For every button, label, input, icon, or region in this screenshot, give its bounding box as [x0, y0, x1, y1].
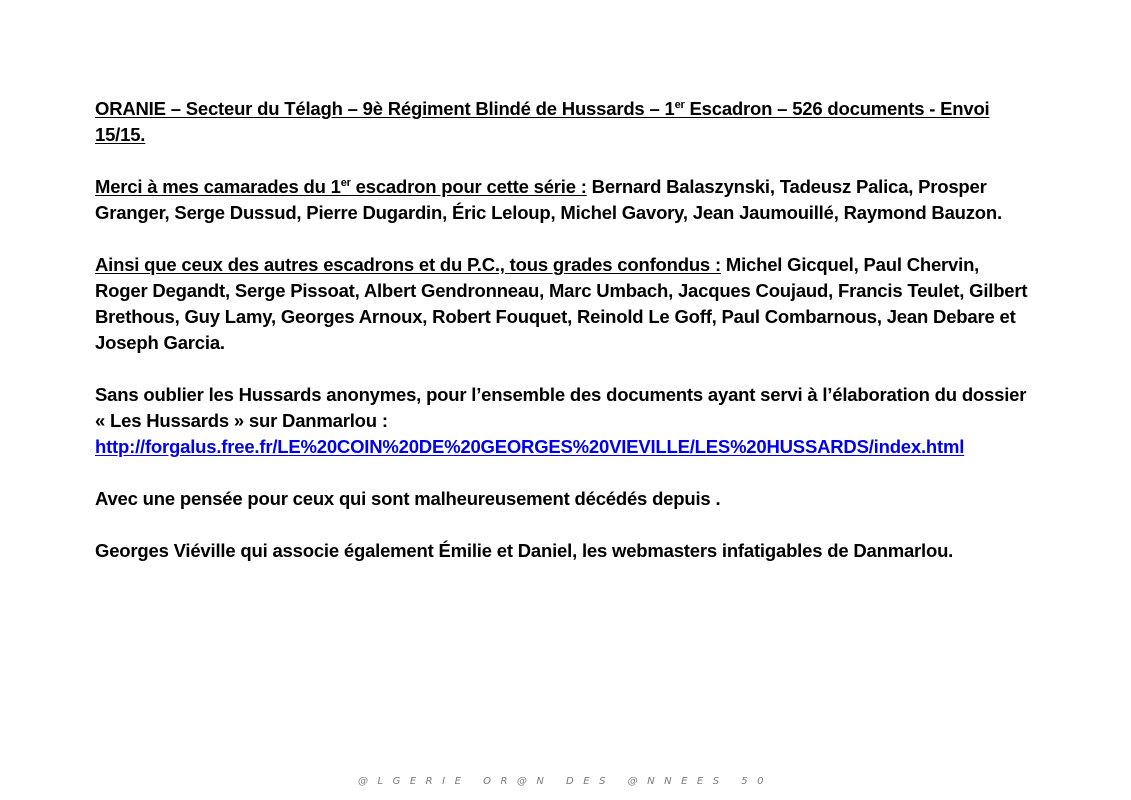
- title-text: [95, 98, 990, 145]
- thanks-escadron-label-part1: Merci à mes camarades du 1: [95, 176, 341, 197]
- page-footer: @LGERIE OR@N DES @NNEES 50: [358, 776, 773, 787]
- thanks-escadron-paragraph: [95, 174, 1035, 226]
- document-body: [95, 96, 1035, 590]
- hussards-dossier-link[interactable]: http://forgalus.free.fr/LE%20COIN%20DE%20GEORGES%20VIEVILLE/LES%20HUSSARDS/index.html: [95, 436, 965, 457]
- thanks-others-names: Michel Gicquel, Paul Chervin, Roger Degandt, Serge Pissoat, Albert Gendronneau, Marc Umbach, Jacques Coujaud, Francis Teulet, Gilbert Brethous, Guy Lamy, Georges Arnoux, Robert Fouquet, Reinold Le Goff, Paul Combarnous, Jean Debare et Joseph Garcia.: [95, 254, 1028, 353]
- thanks-escadron-label: [95, 176, 587, 197]
- document-title: [95, 96, 1035, 148]
- signature-paragraph: Georges Viéville qui associe également Émilie et Daniel, les webmasters infatigables de Danmarlou.: [95, 540, 954, 561]
- thanks-escadron-superscript: er: [340, 177, 351, 189]
- anonymous-text: Sans oublier les Hussards anonymes, pour l’ensemble des documents ayant servi à l’élaboration du dossier « Les Hussards » sur Danmarlou :: [95, 384, 1027, 431]
- title-superscript: er: [674, 99, 685, 111]
- thanks-escadron-label-part2: escadron pour cette série :: [350, 176, 587, 197]
- thanks-others-label: Ainsi que ceux des autres escadrons et du P.C., tous grades confondus :: [95, 254, 721, 275]
- memorial-paragraph: Avec une pensée pour ceux qui sont malheureusement décédés depuis .: [95, 488, 721, 509]
- title-part2: Escadron – 526 documents - Envoi 15/15.: [95, 98, 990, 145]
- thanks-escadron-names: Bernard Balaszynski, Tadeusz Palica, Prosper Granger, Serge Dussud, Pierre Dugardin, Éric Leloup, Michel Gavory, Jean Jaumouillé, Raymond Bauzon.: [95, 176, 1002, 223]
- thanks-others-paragraph: [95, 252, 1035, 356]
- title-part1: ORANIE – Secteur du Télagh – 9è Régiment Blindé de Hussards – 1: [95, 98, 675, 119]
- anonymous-paragraph: [95, 382, 1035, 460]
